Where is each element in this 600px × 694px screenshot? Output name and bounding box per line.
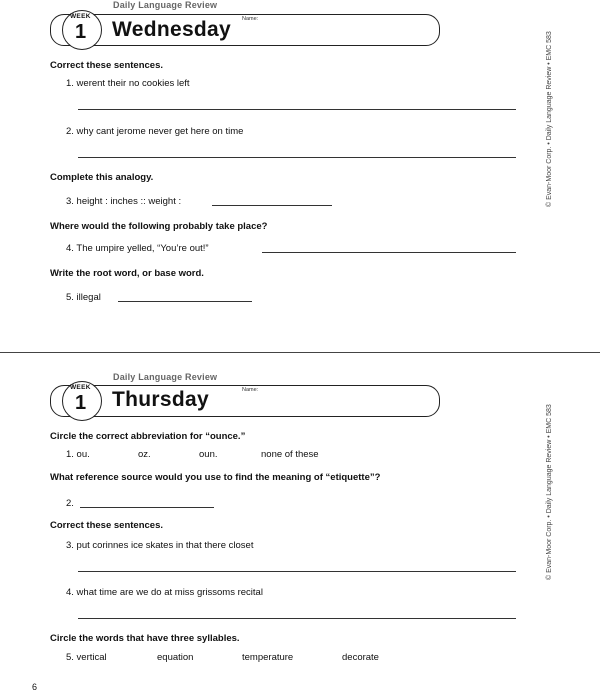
day-title: Wednesday	[112, 18, 232, 41]
brand-title: Daily Language Review	[113, 372, 218, 382]
heading-place: Where would the following probably take place?	[50, 221, 268, 232]
answer-line-3[interactable]	[78, 571, 516, 572]
heading-abbreviation: Circle the correct abbreviation for “ounce.”	[50, 431, 246, 442]
page-divider	[0, 352, 600, 353]
question-4: 4. what time are we do at miss grissoms recital	[66, 587, 263, 598]
copyright-side-text: © Evan-Moor Corp. • Daily Language Review • EMC 583	[546, 404, 553, 580]
brand-title: Daily Language Review	[113, 0, 218, 10]
heading-correct-sentences: Correct these sentences.	[50, 520, 163, 531]
heading-syllables: Circle the words that have three syllables.	[50, 633, 240, 644]
answer-line-3[interactable]	[212, 205, 332, 206]
answer-line-2[interactable]	[78, 157, 516, 158]
question-3: 3. height : inches :: weight :	[66, 196, 182, 207]
choice-oz[interactable]: oz.	[138, 449, 151, 460]
heading-root-word: Write the root word, or base word.	[50, 268, 204, 279]
answer-line-4[interactable]	[78, 618, 516, 619]
answer-line-4[interactable]	[262, 252, 516, 253]
choice-none[interactable]: none of these	[261, 449, 319, 460]
week-number: 1	[75, 21, 87, 43]
question-1: 1. werent their no cookies left	[66, 78, 190, 89]
question-3: 3. put corinnes ice skates in that there closet	[66, 540, 254, 551]
page-number: 6	[32, 682, 38, 692]
heading-reference: What reference source would you use to find the meaning of “etiquette”?	[50, 472, 381, 483]
question-2: 2.	[66, 498, 74, 509]
name-label: Name:	[242, 387, 259, 393]
question-1: 1. ou.	[66, 449, 90, 460]
answer-line-5[interactable]	[118, 301, 252, 302]
choice-oun[interactable]: oun.	[199, 449, 218, 460]
question-2: 2. why cant jerome never get here on time	[66, 126, 244, 137]
heading-correct-sentences: Correct these sentences.	[50, 60, 163, 71]
choice-temperature[interactable]: temperature	[242, 652, 294, 663]
name-label: Name:	[242, 16, 259, 22]
question-5: 5. illegal	[66, 292, 101, 303]
answer-line-1[interactable]	[78, 109, 516, 110]
copyright-side-text: © Evan-Moor Corp. • Daily Language Review • EMC 583	[546, 31, 553, 207]
week-label: WEEK	[70, 13, 91, 20]
choice-decorate[interactable]: decorate	[342, 652, 379, 663]
question-4: 4. The umpire yelled, “You’re out!”	[66, 243, 209, 254]
heading-analogy: Complete this analogy.	[50, 172, 154, 183]
day-title: Thursday	[112, 388, 209, 411]
answer-line-2[interactable]	[80, 507, 214, 508]
choice-equation[interactable]: equation	[157, 652, 194, 663]
week-number: 1	[75, 392, 87, 414]
question-5: 5. vertical	[66, 652, 107, 663]
week-label: WEEK	[70, 384, 91, 391]
